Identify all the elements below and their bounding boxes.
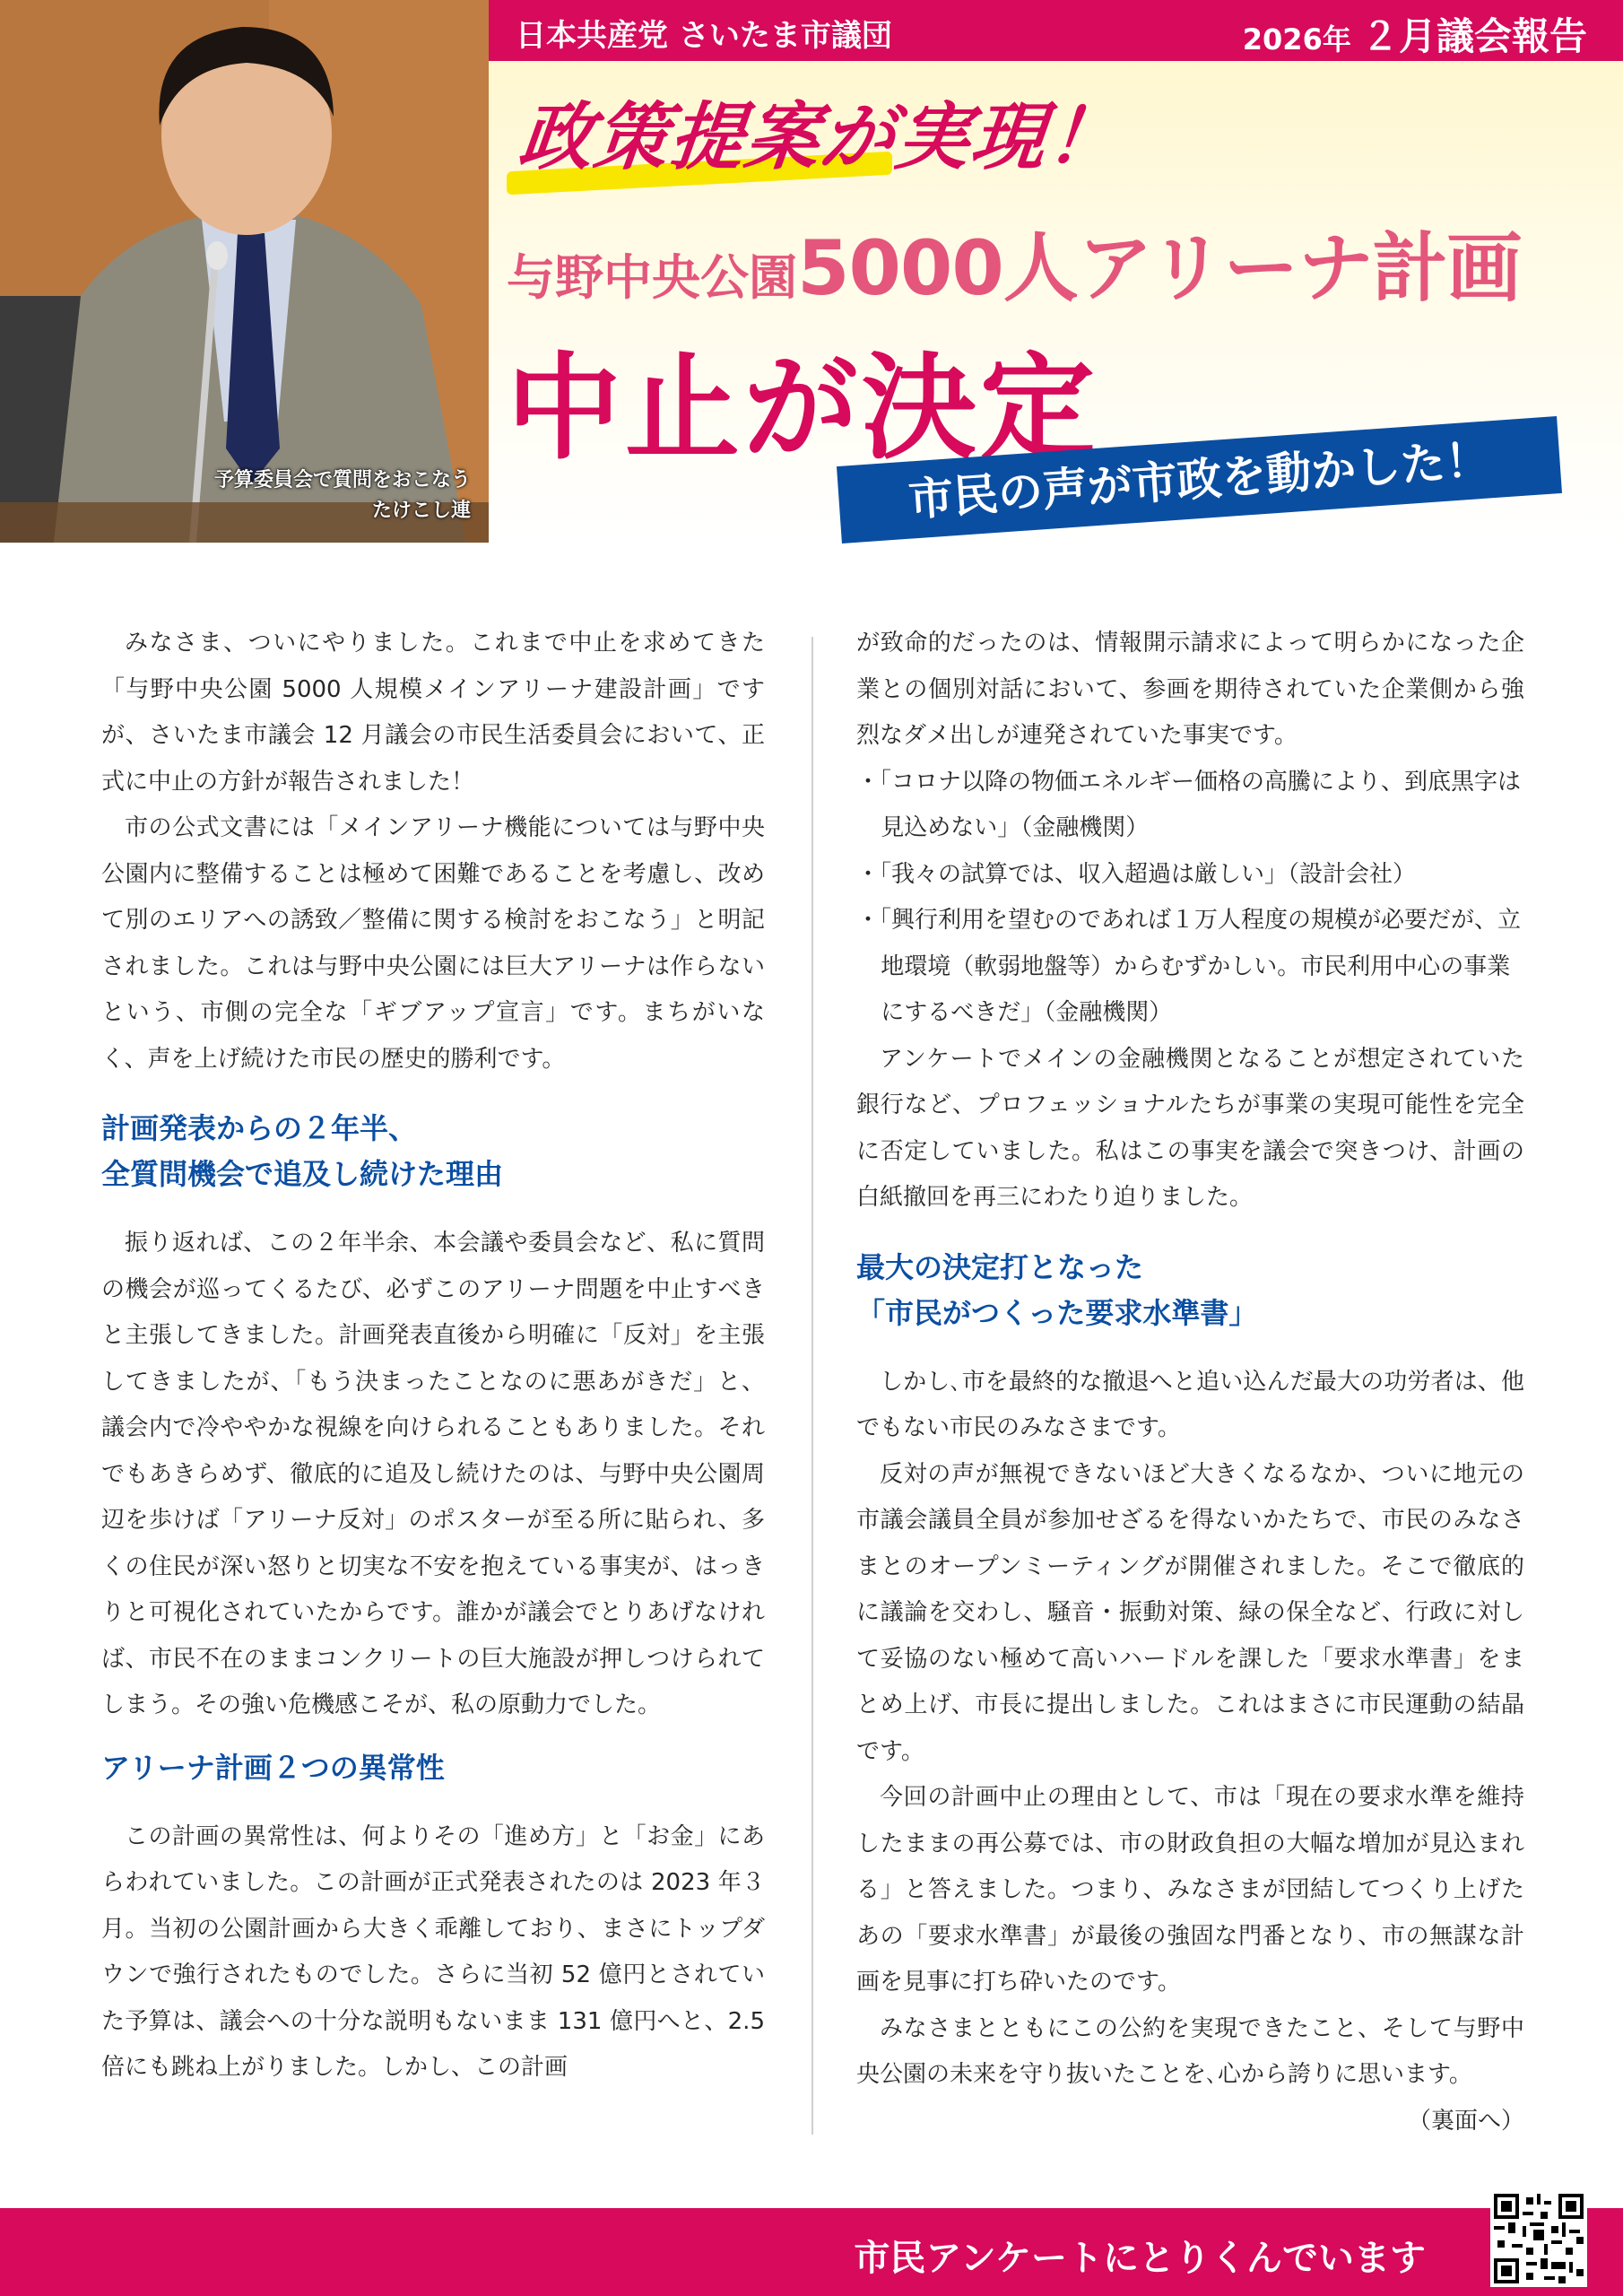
section-heading-2: アリーナ計画２つの異常性 [101, 1750, 445, 1785]
photo-caption-line2: たけこし連 [371, 500, 471, 522]
quote-bullet-3: ・「興行利用を望むのであれば１万人程度の規模が必要だが、立地環境（軟弱地盤等）からむずかしい。市民利用中心の事業にするべきだ」（金融機関） [856, 907, 1522, 1026]
continued-paragraph-2: アンケートでメインの金融機関となることが想定されていた銀行など、プロフェッショナルたちが事業の実現可能性を完全に否定していました。私はこの事実を議会で突きつけ、計画の白紙撤回を再三にわたり迫りました。 [856, 1045, 1524, 1211]
section-3-paragraph-2: 反対の声が無視できないほど大きくなるなか、ついに地元の市議会議員全員が参加せざるを得ないかたちで、市民のみなさまとのオープンミーティングが開催されました。そこで徹底的に議論を交わし、騒音・振動対策、緑の保全など、行政に対して妥協のない極めて高いハードルを課した「要求水準書」をまとめ上げ、市長に提出しました。これはまさに市民運動の結晶です。 [856, 1460, 1524, 1765]
organization-name: 日本共産党 さいたま市議団 [516, 18, 892, 54]
continued-paragraph: が致命的だったのは、情報開示請求によって明らかになった企業との個別対話において、参画を期待されていた企業側から強烈なダメ出しが連発されていた事実です。 [856, 630, 1524, 749]
headline-place: 与野中央公園 [507, 249, 797, 306]
intro-paragraph-1: みなさま、ついにやりました。これまで中止を求めてきた「与野中央公園 5000 人規模メインアリーナ建設計画」ですが、さいたま市議会 12 月議会の市民生活委員会において、正式に中止の方針が報告されました！ [101, 630, 765, 796]
top-bar [489, 0, 1623, 61]
headline-policy-realized: 政策提案が実現！ [515, 95, 1127, 180]
qr-code-icon[interactable] [1490, 2190, 1587, 2287]
intro-paragraph-2: 市の公式文書には「メインアリーナ機能については与野中央公園内に整備することは極めて困難であることを考慮し、改めて別のエリアへの誘致／整備に関する検討をおこなう」と明記されました。これは与野中央公園には巨大アリーナは作らないという、市側の完全な「ギブアップ宣言」です。まちがいなく、声を上げ続けた市民の歴史的勝利です。 [101, 814, 765, 1073]
section-2-paragraph: この計画の異常性は、何よりその「進め方」と「お金」にあらわれていました。この計画が正式発表されたのは 2023 年３月。当初の公園計画から大きく乖離しており、まさにトップダウンで強行されたものでした。さらに当初 52 億円とされていた予算は、議会への十分な説明もないまま 131 億円へと、2.5 倍にも跳ね上がりました。しかし、この計画 [101, 1822, 765, 2081]
photo-caption-line1: 予算委員会で質問をおこなう [213, 469, 471, 491]
section-heading-3-line1: 最大の決定打となった [856, 1249, 1144, 1284]
headline-cancel-decided: 中止が決定 [507, 342, 1099, 475]
speaker-illustration [0, 0, 489, 543]
column-divider [812, 637, 813, 2135]
section-heading-1-line1: 計画発表からの２年半、 [101, 1111, 418, 1145]
right-column [856, 621, 1524, 2144]
section-3-paragraph-3: 今回の計画中止の理由として、市は「現在の要求水準を維持したままの再公募では、市の財政負担の大幅な増加が見込まれる」と答えました。つまり、みなさまが団結してつくり上げたあの「要求水準書」が最後の強固な門番となり、市の無謀な計画を見事に打ち砕いたのです。 [856, 1784, 1524, 1996]
section-heading-3-line2: 「市民がつくった要求水準書」 [856, 1295, 1258, 1330]
quote-bullet-1: ・「コロナ以降の物価エネルギー価格の高騰により、到底黒字は見込めない」（金融機関） [856, 768, 1522, 841]
footer-bar [0, 2208, 1623, 2296]
quote-bullet-2: ・「我々の試算では、収入超過は厳しい」（設計会社） [856, 860, 1417, 888]
headline-plan: 5000人アリーナ計画 [797, 224, 1522, 312]
section-1-paragraph: 振り返れば、この２年半余、本会議や委員会など、私に質問の機会が巡ってくるたび、必ずこのアリーナ問題を中止すべきと主張してきました。計画発表直後から明確に「反対」を主張してきましたが、「もう決まったことなのに悪あがきだ」と、議会内で冷ややかな視線を向けられることもありました。それでもあきらめず、徹底的に追及し続けたのは、与野中央公園周辺を歩けば「アリーナ反対」のポスターが至る所に貼られ、多くの住民が深い怒りと切実な不安を抱えている事実が、はっきりと可視化されていたからです。誰かが議会でとりあげなければ、市民不在のままコンクリートの巨大施設が押しつけられてしまう。その強い危機感こそが、私の原動力でした。 [101, 1230, 765, 1718]
report-year: 2026 [1242, 22, 1323, 57]
photo-caption [214, 465, 471, 526]
section-heading-1 [101, 1106, 765, 1197]
survey-callout: 市民アンケートにとりくんでいます [854, 2238, 1426, 2279]
qr-code-graphic [1494, 2194, 1584, 2283]
report-year-suffix: 年 [1322, 22, 1351, 57]
headline-arena-plan [507, 208, 1521, 317]
continue-on-back-note: （裏面へ） [1407, 2107, 1524, 2135]
section-heading-1-line2: 全質問機会で追及し続けた理由 [101, 1157, 504, 1191]
speaker-photo [0, 0, 489, 543]
section-3-paragraph-4: みなさまとともにこの公約を実現できたこと、そして与野中央公園の未来を守り抜いたことを､心から誇りに思います。 [856, 2014, 1524, 2088]
report-month: ２月議会報告 [1360, 14, 1587, 58]
left-column [101, 621, 765, 2092]
report-title [1243, 7, 1587, 61]
citizen-voice-banner: 市民の声が市政を動かした！ [837, 416, 1562, 544]
section-3-paragraph-1: しかし､市を最終的な撤退へと追い込んだ最大の功労者は、他でもない市民のみなさまです。 [856, 1368, 1524, 1441]
section-heading-3 [856, 1245, 1524, 1336]
